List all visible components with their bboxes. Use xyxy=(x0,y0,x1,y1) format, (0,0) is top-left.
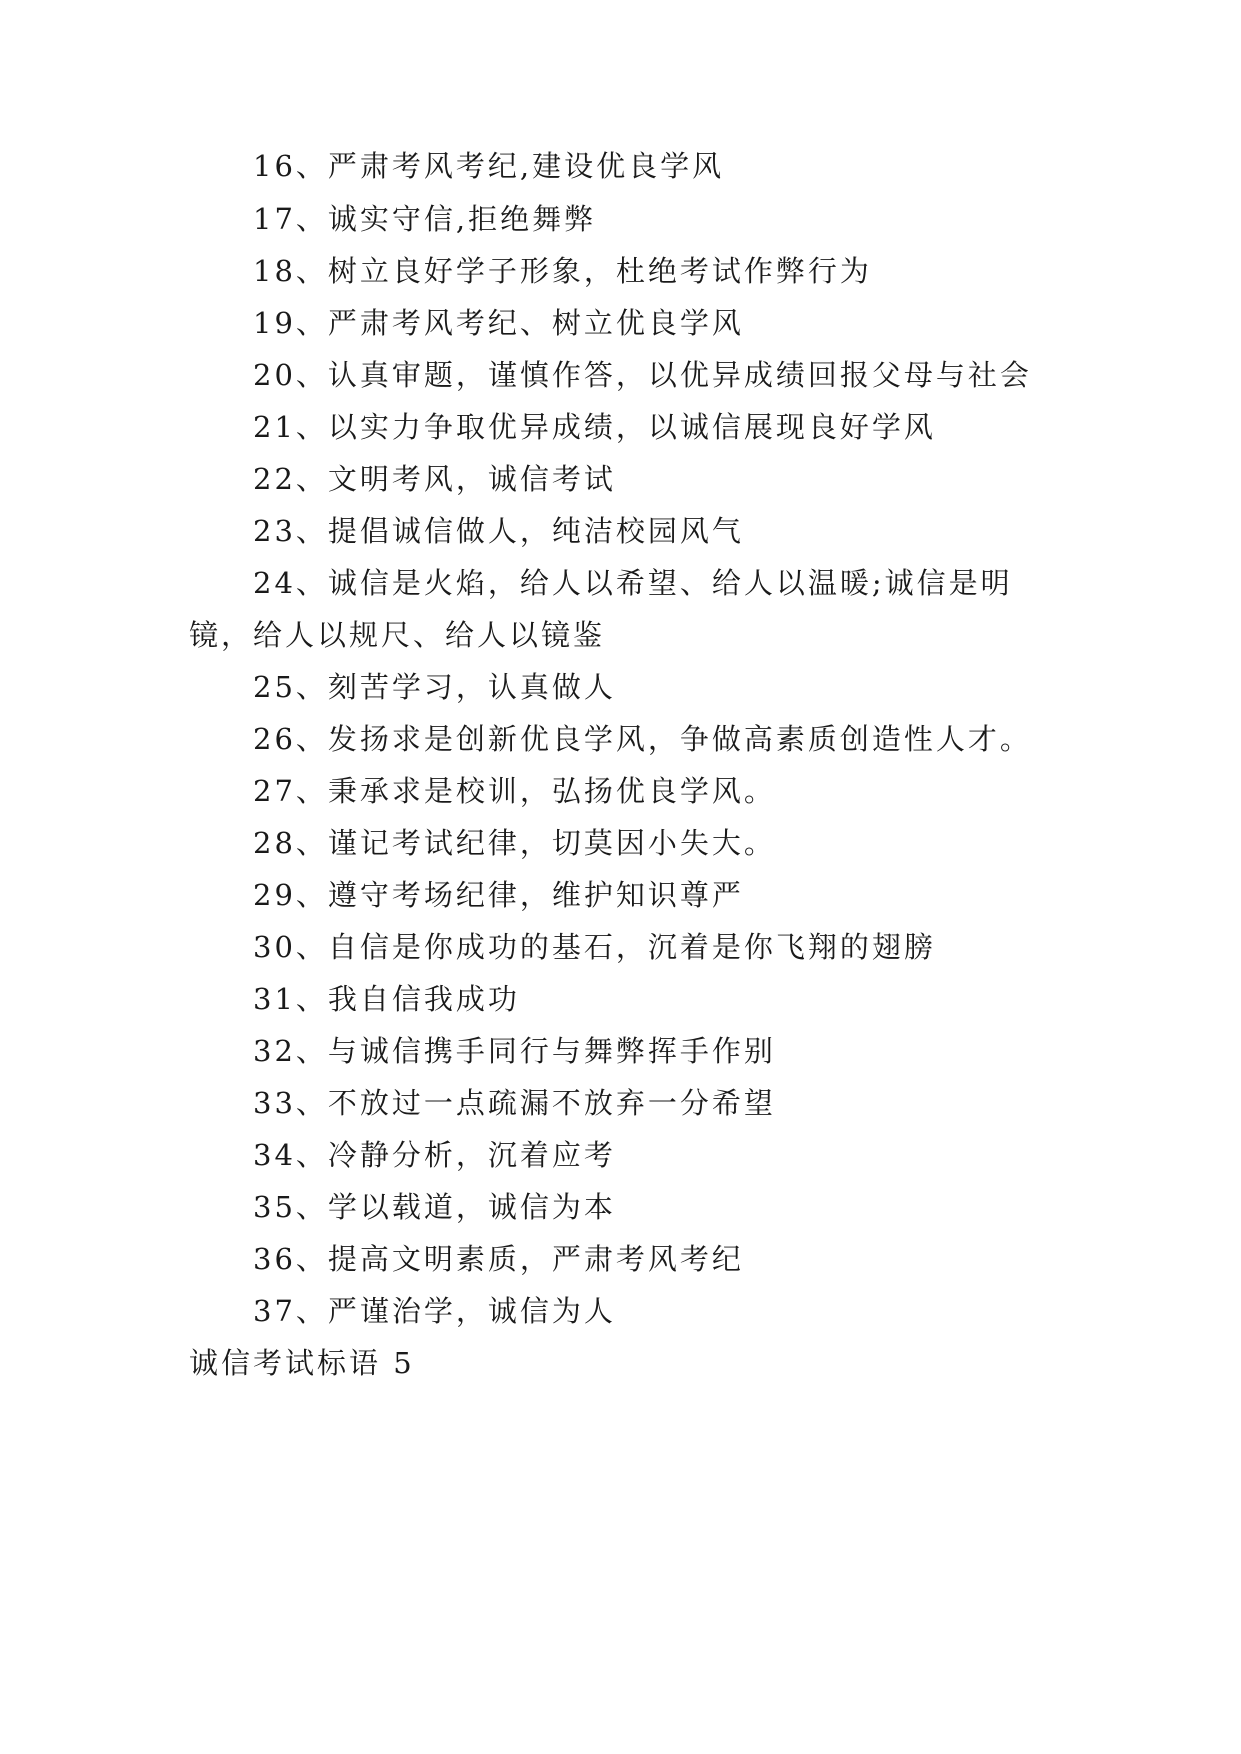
section-heading: 诚信考试标语 5 xyxy=(189,1346,415,1380)
slogan-item: 25、刻苦学习，认真做人 xyxy=(253,670,616,704)
slogan-item: 27、秉承求是校训，弘扬优良学风。 xyxy=(253,774,776,808)
slogan-item: 32、与诚信携手同行与舞弊挥手作别 xyxy=(253,1034,776,1068)
slogan-item: 36、提高文明素质，严肃考风考纪 xyxy=(253,1242,744,1276)
slogan-item: 33、不放过一点疏漏不放弃一分希望 xyxy=(253,1086,776,1120)
slogan-item: 37、严谨治学，诚信为人 xyxy=(253,1294,616,1328)
slogan-item: 30、自信是你成功的基石，沉着是你飞翔的翅膀 xyxy=(253,930,936,964)
slogan-item: 22、文明考风，诚信考试 xyxy=(253,462,616,496)
slogan-item: 28、谨记考试纪律，切莫因小失大。 xyxy=(253,826,776,860)
slogan-item: 34、冷静分析，沉着应考 xyxy=(253,1138,616,1172)
slogan-item: 31、我自信我成功 xyxy=(253,982,520,1016)
slogan-item: 21、以实力争取优异成绩，以诚信展现良好学风 xyxy=(253,410,936,444)
slogan-item-continuation: 镜，给人以规尺、给人以镜鉴 xyxy=(189,618,606,652)
slogan-item: 29、遵守考场纪律，维护知识尊严 xyxy=(253,878,744,912)
slogan-item: 18、树立良好学子形象，杜绝考试作弊行为 xyxy=(253,254,872,288)
slogan-item: 35、学以载道，诚信为本 xyxy=(253,1190,616,1224)
slogan-item: 17、诚实守信,拒绝舞弊 xyxy=(253,202,597,236)
slogan-item: 19、严肃考风考纪、树立优良学风 xyxy=(253,306,744,340)
slogan-item: 24、诚信是火焰，给人以希望、给人以温暖;诚信是明 xyxy=(253,566,1013,600)
slogan-item: 26、发扬求是创新优良学风，争做高素质创造性人才。 xyxy=(253,722,1032,756)
slogan-item: 20、认真审题，谨慎作答，以优异成绩回报父母与社会 xyxy=(253,358,1032,392)
slogan-item: 16、严肃考风考纪,建设优良学风 xyxy=(253,149,725,183)
slogan-item: 23、提倡诚信做人，纯洁校园风气 xyxy=(253,514,744,548)
